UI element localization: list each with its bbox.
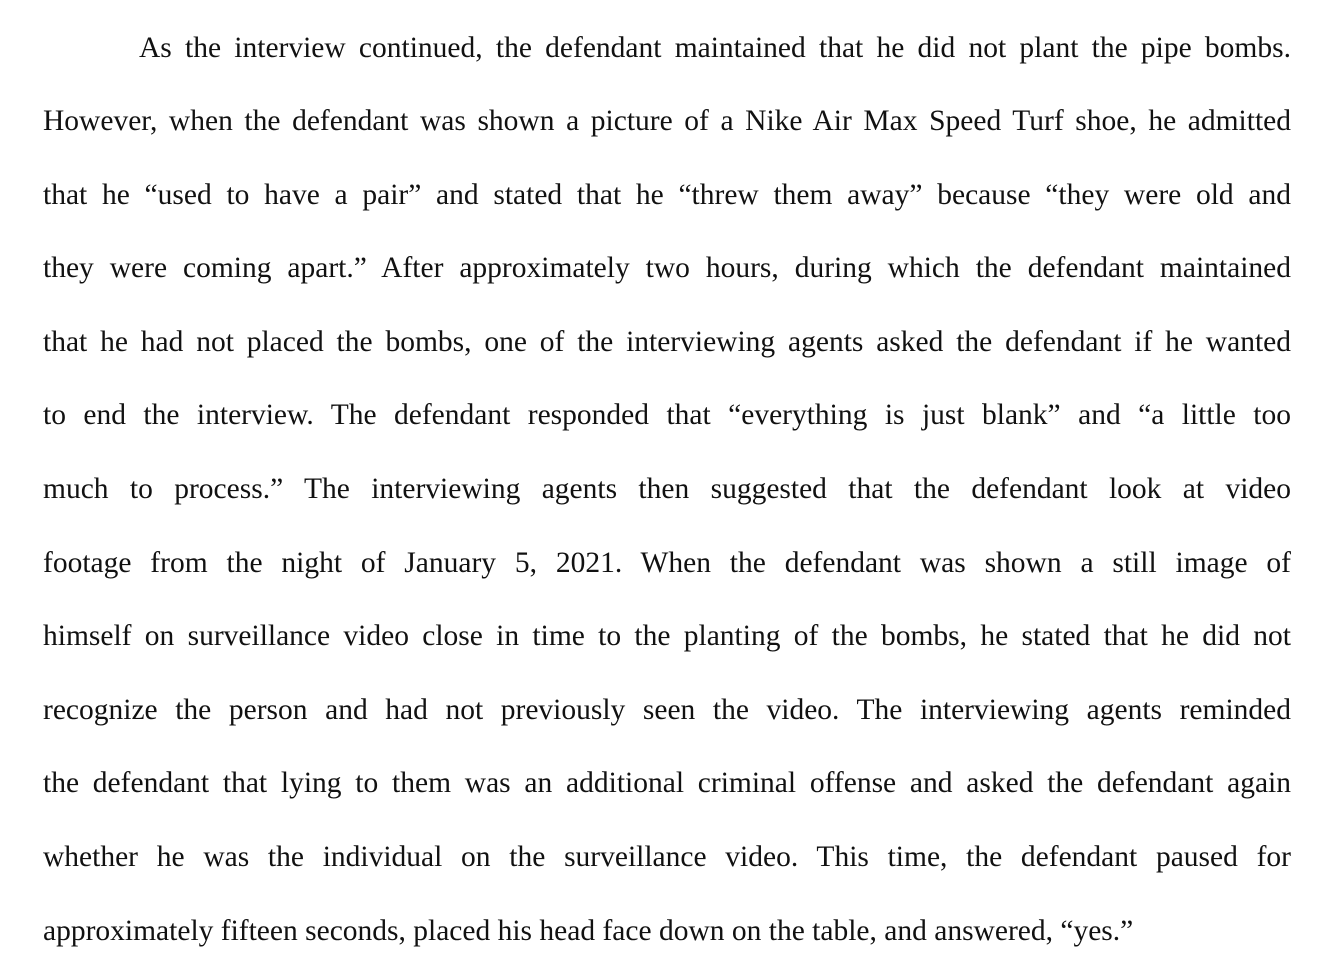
paragraph-line: recognize the person and had not previously seen the video. The interviewing agents reminded bbox=[43, 694, 1291, 726]
paragraph-line: As the interview continued, the defendant maintained that he did not plant the pipe bombs. bbox=[139, 32, 1291, 64]
paragraph-line: footage from the night of January 5, 2021. When the defendant was shown a still image of bbox=[43, 547, 1291, 579]
paragraph-line: much to process.” The interviewing agents then suggested that the defendant look at video bbox=[43, 473, 1291, 505]
paragraph-line: that he had not placed the bombs, one of the interviewing agents asked the defendant if he wanted bbox=[43, 326, 1291, 358]
paragraph-line: the defendant that lying to them was an additional criminal offense and asked the defendant again bbox=[43, 767, 1291, 799]
paragraph-line: to end the interview. The defendant responded that “everything is just blank” and “a little too bbox=[43, 399, 1291, 431]
paragraph-line: himself on surveillance video close in time to the planting of the bombs, he stated that he did not bbox=[43, 620, 1291, 652]
paragraph-line: they were coming apart.” After approximately two hours, during which the defendant maintained bbox=[43, 252, 1291, 284]
paragraph-line-last: approximately fifteen seconds, placed his head face down on the table, and answered, “yes.” bbox=[43, 915, 1134, 947]
document-page bbox=[43, 8, 1291, 958]
paragraph-line: whether he was the individual on the surveillance video. This time, the defendant paused for bbox=[43, 841, 1291, 873]
paragraph-line: that he “used to have a pair” and stated that he “threw them away” because “they were old and bbox=[43, 179, 1291, 211]
paragraph-line: However, when the defendant was shown a picture of a Nike Air Max Speed Turf shoe, he admitted bbox=[43, 105, 1291, 137]
